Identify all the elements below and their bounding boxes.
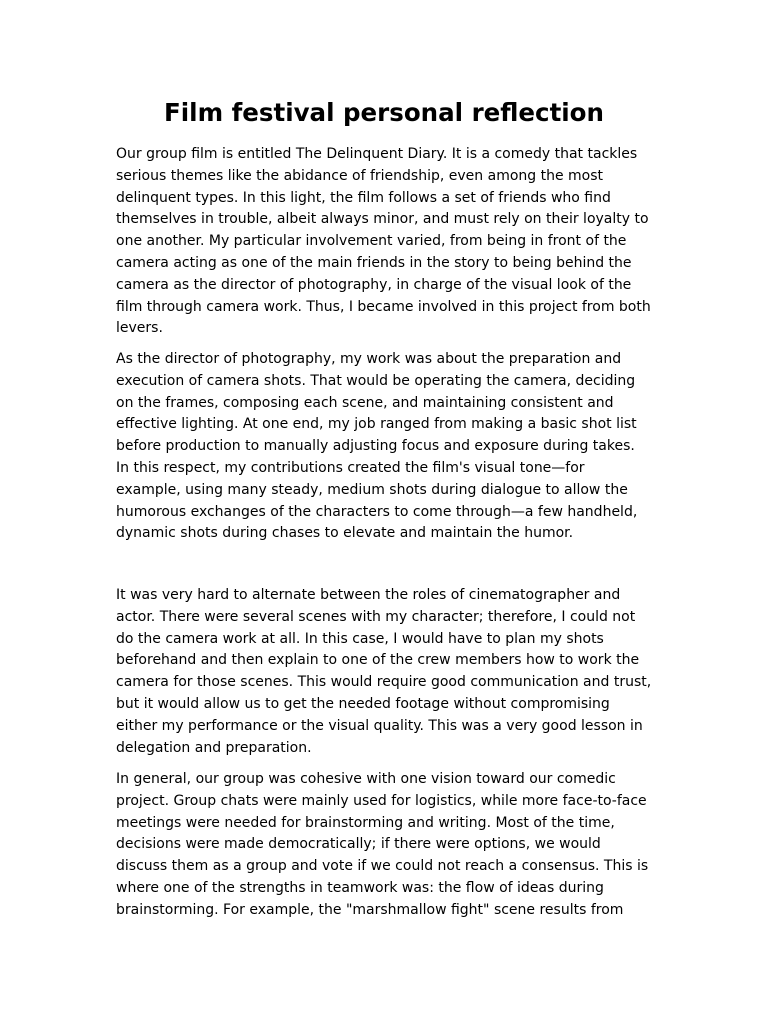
paragraph-dual-roles: It was very hard to alternate between the roles of cinematographer and actor. There were several scenes with my character; therefore, I could not do the camera work at all. In this case, I would have to plan my shots beforehand and then explain to one of the crew members how to work the camera for those scenes. This would require good communication and trust, but it would allow us to get the needed footage without compromising either my performance or the visual quality. This was a very good lesson in delegation and preparation. [116, 587, 652, 756]
document-title: Film festival personal reflection [164, 98, 604, 127]
paragraph-director-of-photography: As the director of photography, my work was about the preparation and execution of camera shots. That would be operating the camera, deciding on the frames, composing each scene, and maintaining consistent and effective lighting. At one end, my job ranged from making a basic shot list before production to manually adjusting focus and exposure during takes. In this respect, my contributions created the film's visual tone—for example, using many steady, medium shots during dialogue to allow the humorous exchanges of the characters to come through—a few handheld, dynamic shots during chases to elevate and maintain the humor. [116, 351, 638, 542]
paragraph-group-teamwork: In general, our group was cohesive with one vision toward our comedic project. Group chats were mainly used for logistics, while more face-to-face meetings were needed for brainstorming and writing. Most of the time, decisions were made democratically; if there were options, we would discuss them as a group and vote if we could not reach a consensus. This is where one of the strengths in teamwork was: the flow of ideas during brainstorming. For example, the "marshmallow fight" scene results from [116, 771, 649, 918]
paragraph-group-film-intro: Our group film is entitled The Delinquent Diary. It is a comedy that tackles serious themes like the abidance of friendship, even among the most delinquent types. In this light, the film follows a set of friends who find themselves in trouble, albeit always minor, and must rely on their loyalty to one another. My particular involvement varied, from being in front of the camera acting as one of the main friends in the story to being behind the camera as the director of photography, in charge of the visual look of the film through camera work. Thus, I became involved in this project from both levers. [116, 146, 651, 337]
